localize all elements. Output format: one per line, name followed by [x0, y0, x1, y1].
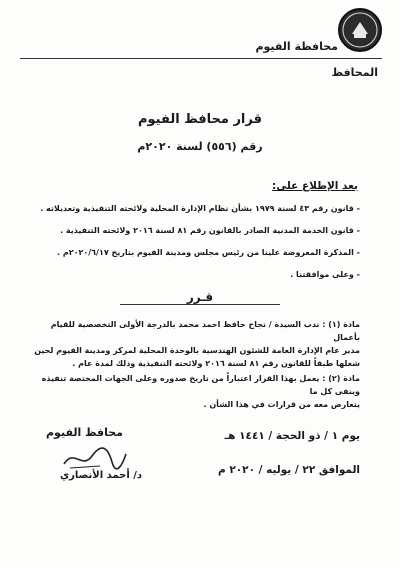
article-1-line: شغلها طبقاً للقانون رقم ٨١ لسنة ٢٠١٦ ولائحته التنفيذية وذلك لمدة عام . — [72, 359, 360, 368]
preamble-item: - قانون رقم ٤٣ لسنة ١٩٧٩ بشأن نظام الإدارة المحلية ولائحته التنفيذية وتعديلاته . — [40, 204, 360, 213]
decree-title: قرار محافظ الفيوم — [137, 112, 262, 127]
decree-number: رقم (٥٥٦) لسنة ٢٠٢٠م — [137, 140, 263, 153]
article-1-line: ندب السيدة / نجاح حافظ احمد محمد بالدرجة الأولى التخصصية للقيام بأعمال — [50, 320, 360, 342]
article-2-line: يعمل بهذا القرار اعتباراً من تاريخ صدوره وعلى الجهات المختصة تنفيذه وينفى كل ما — [41, 374, 360, 396]
article-1-label: مادة (١) : — [322, 320, 360, 329]
article-2-line: يتعارض معه من قرارات في هذا الشأن . — [203, 400, 360, 409]
signatory-title: محافظ الفيوم — [46, 426, 123, 439]
signatory-name: د/ أحمد الأنصاري — [60, 470, 143, 481]
preamble-item: - قانون الخدمة المدنية الصادر بالقانون رقم ٨١ لسنة ٢٠١٦ ولائحته التنفيذية . — [60, 226, 360, 235]
decision-underline — [120, 304, 280, 305]
hijri-date: يوم ١ / ذو الحجة / ١٤٤١ هـ — [224, 430, 360, 442]
article-1 — [24, 318, 360, 370]
article-2-label: مادة (٢) : — [322, 374, 360, 383]
preamble-intro: بعد الإطلاع على: — [272, 180, 358, 192]
preamble-item: - المذكرة المعروضة علينا من رئيس مجلس ومدينة الفيوم بتاريخ ٢٠٢٠/٦/١٧م . — [57, 248, 360, 257]
office-role: المحافظ — [331, 66, 378, 79]
gregorian-date: الموافق ٢٢ / يوليه / ٢٠٢٠ م — [217, 464, 360, 476]
article-2 — [24, 372, 360, 411]
governorate-seal-logo — [338, 8, 382, 52]
article-1-line: مدير عام الإدارة العامة للشئون الهندسية بالوحدة المحلية لمركز ومدينة الفيوم لحين — [34, 346, 360, 355]
governorate-name: محافظة الفيوم — [255, 40, 338, 53]
header-divider — [20, 58, 382, 59]
preamble-item: - وعلى موافقتنا . — [290, 270, 360, 279]
decision-heading: قـرر — [186, 290, 214, 304]
preamble-list — [40, 204, 360, 292]
